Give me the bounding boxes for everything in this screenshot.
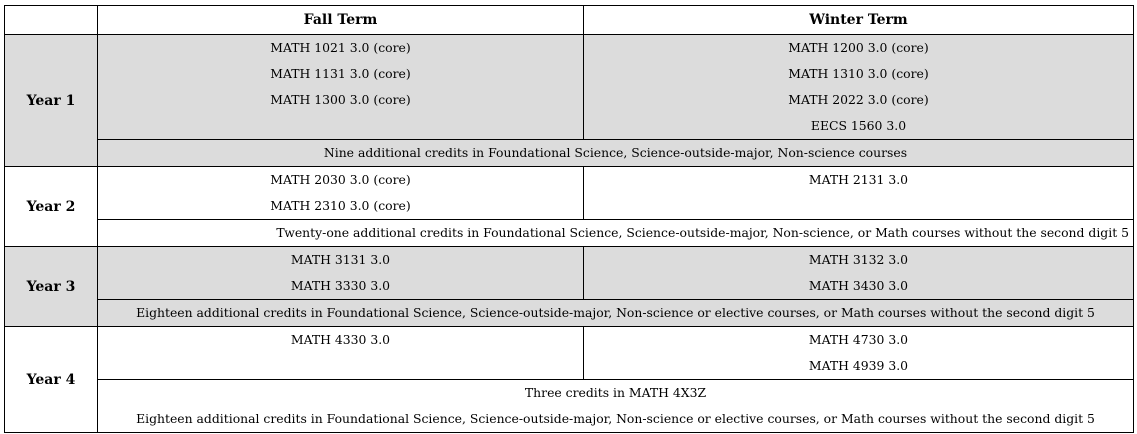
course-entry: EECS 1560 3.0 bbox=[810, 118, 907, 133]
course-entry: MATH 3330 3.0 bbox=[290, 278, 391, 293]
course-entry: MATH 4939 3.0 bbox=[808, 358, 909, 373]
empty-line bbox=[584, 193, 1133, 219]
course-entry: MATH 2131 3.0 bbox=[808, 172, 909, 187]
year-1-notes-cell bbox=[98, 140, 1134, 167]
credits-note: Nine additional credits in Foundational Science, Science-outside-major, Non-science courses bbox=[323, 145, 908, 160]
year-2-courses-row bbox=[5, 167, 1134, 220]
year-4-winter-cell bbox=[584, 327, 1134, 380]
fall-term-header: Fall Term bbox=[98, 6, 584, 35]
corner-cell bbox=[5, 6, 98, 35]
year-3-notes-row bbox=[5, 300, 1134, 327]
year-1-notes-row bbox=[5, 140, 1134, 167]
program-schedule bbox=[4, 5, 1134, 433]
credits-note: Twenty-one additional credits in Foundational Science, Science-outside-major, Non-science, or Math courses without the second digit 5 bbox=[276, 225, 1129, 240]
year-3-fall-cell bbox=[98, 247, 584, 300]
year-4-courses-row bbox=[5, 327, 1134, 380]
course-entry: MATH 1131 3.0 (core) bbox=[270, 66, 411, 81]
year-3-label: Year 3 bbox=[5, 247, 98, 327]
course-entry: MATH 3430 3.0 bbox=[808, 278, 909, 293]
course-entry: MATH 1021 3.0 (core) bbox=[270, 40, 411, 55]
year-2-notes-cell bbox=[98, 220, 1134, 247]
year-3-notes-cell bbox=[98, 300, 1134, 327]
course-entry: MATH 2030 3.0 (core) bbox=[270, 172, 411, 187]
year-1-winter-cell bbox=[584, 35, 1134, 140]
course-entry: MATH 4330 3.0 bbox=[290, 332, 391, 347]
credits-note: Eighteen additional credits in Foundational Science, Science-outside-major, Non-science or elective courses, or Math courses without the second digit 5 bbox=[136, 305, 1095, 320]
course-entry: MATH 2310 3.0 (core) bbox=[270, 198, 411, 213]
course-table bbox=[4, 5, 1134, 433]
year-2-fall-cell bbox=[98, 167, 584, 220]
year-4-notes-row bbox=[5, 380, 1134, 433]
year-1-label: Year 1 bbox=[5, 35, 98, 167]
course-entry: MATH 1300 3.0 (core) bbox=[270, 92, 411, 107]
credits-note: Eighteen additional credits in Foundational Science, Science-outside-major, Non-science or elective courses, or Math courses without the second digit 5 bbox=[136, 411, 1095, 426]
year-1-courses-row bbox=[5, 35, 1134, 140]
header-row bbox=[5, 6, 1134, 35]
empty-line bbox=[98, 353, 583, 379]
year-2-winter-cell bbox=[584, 167, 1134, 220]
year-3-winter-cell bbox=[584, 247, 1134, 300]
course-entry: MATH 1200 3.0 (core) bbox=[788, 40, 929, 55]
year-4-fall-cell bbox=[98, 327, 584, 380]
year-3-courses-row bbox=[5, 247, 1134, 300]
course-entry: MATH 3131 3.0 bbox=[290, 252, 391, 267]
year-1-fall-cell bbox=[98, 35, 584, 140]
course-entry: MATH 4730 3.0 bbox=[808, 332, 909, 347]
course-entry: MATH 2022 3.0 (core) bbox=[788, 92, 929, 107]
course-entry: MATH 3132 3.0 bbox=[808, 252, 909, 267]
year-2-label: Year 2 bbox=[5, 167, 98, 247]
credits-note: Three credits in MATH 4X3Z bbox=[524, 385, 707, 400]
year-2-notes-row bbox=[5, 220, 1134, 247]
winter-term-header: Winter Term bbox=[584, 6, 1134, 35]
year-4-notes-cell bbox=[98, 380, 1134, 433]
year-4-label: Year 4 bbox=[5, 327, 98, 433]
course-entry: MATH 1310 3.0 (core) bbox=[788, 66, 929, 81]
empty-line bbox=[98, 113, 583, 139]
